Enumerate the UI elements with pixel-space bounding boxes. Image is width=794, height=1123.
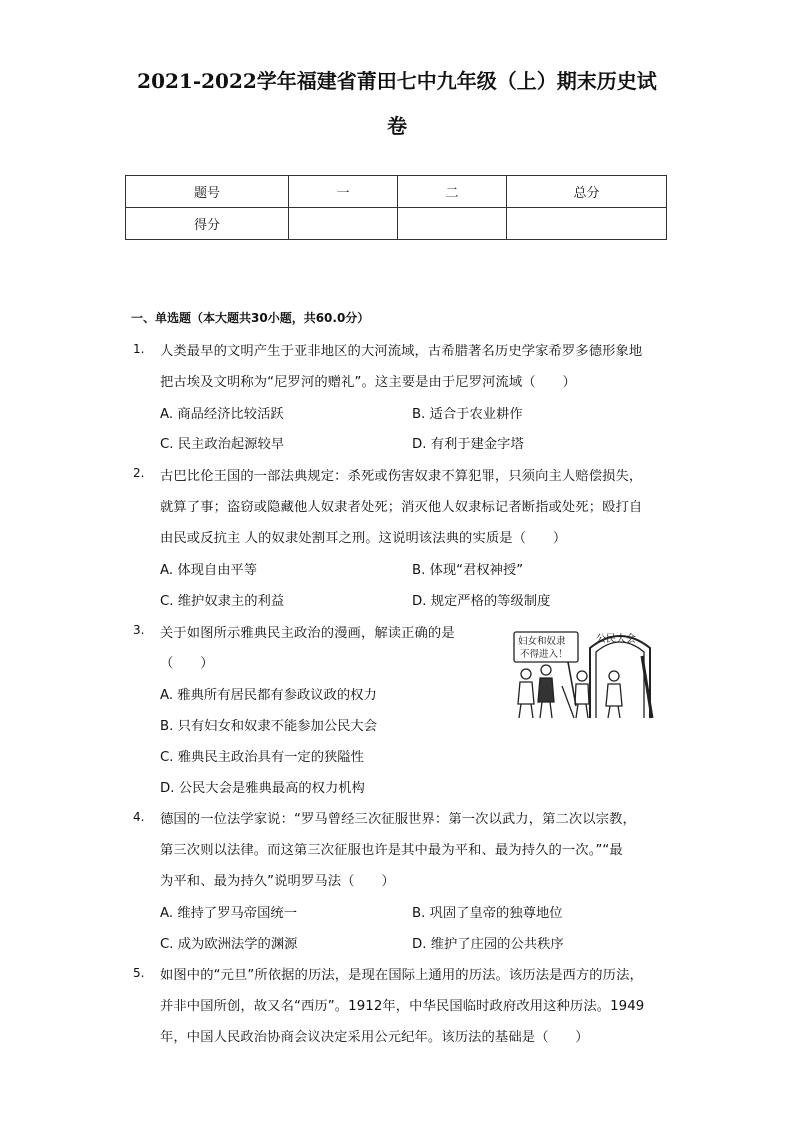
question-text: 年，中国人民政治协商会议决定采用公元纪年。该历法的基础是（ ） xyxy=(160,1030,589,1045)
score-cell-total[interactable] xyxy=(507,208,667,240)
option-a[interactable]: A. 维持了罗马帝国统一 xyxy=(160,906,297,921)
question-text: 古巴比伦王国的一部法典规定：杀死或伤害奴隶不算犯罪，只须向主人赔偿损失， xyxy=(160,469,643,484)
header-cell-part-2: 二 xyxy=(398,176,507,208)
option-c[interactable]: C. 成为欧洲法学的渊源 xyxy=(160,937,298,952)
option-b[interactable]: B. 体现“君权神授” xyxy=(412,563,524,578)
option-d[interactable]: D. 有利于建金字塔 xyxy=(412,437,524,452)
header-cell-part-1: 一 xyxy=(289,176,398,208)
question-text: 为平和、最为持久”说明罗马法（ ） xyxy=(160,874,395,889)
question-number: 1. xyxy=(133,342,145,356)
option-d[interactable]: D. 公民大会是雅典最高的权力机构 xyxy=(160,781,365,796)
score-cell-part-2[interactable] xyxy=(398,208,507,240)
question-text: （ ） xyxy=(160,656,214,671)
score-row-label: 得分 xyxy=(126,208,289,240)
cartoon-sign-line-1: 妇女和奴隶 xyxy=(518,636,566,647)
option-d[interactable]: D. 规定严格的等级制度 xyxy=(412,594,551,609)
question-number: 2. xyxy=(133,466,145,480)
page-title-line-2: 卷 xyxy=(387,114,407,138)
option-b[interactable]: B. 只有妇女和奴隶不能参加公民大会 xyxy=(160,719,378,734)
question-text: 由民或反抗主 人的奴隶处割耳之刑。这说明该法典的实质是（ ） xyxy=(160,531,567,546)
option-c[interactable]: C. 雅典民主政治具有一定的狭隘性 xyxy=(160,750,364,765)
question-text: 关于如图所示雅典民主政治的漫画，解读正确的是 xyxy=(160,626,455,641)
question-number: 5. xyxy=(133,966,145,980)
option-b[interactable]: B. 适合于农业耕作 xyxy=(412,407,523,422)
question-text: 如图中的“元旦”所依据的历法，是现在国际上通用的历法。该历法是西方的历法， xyxy=(160,968,643,983)
score-table-header-row xyxy=(126,176,667,208)
option-c[interactable]: C. 民主政治起源较早 xyxy=(160,437,285,452)
question-number: 4. xyxy=(133,810,145,824)
option-d[interactable]: D. 维护了庄园的公共秩序 xyxy=(412,937,564,952)
option-a[interactable]: A. 雅典所有居民都有参政议政的权力 xyxy=(160,688,377,703)
question-text: 人类最早的文明产生于亚非地区的大河流域，古希腊著名历史学家希罗多德形象地 xyxy=(160,344,643,359)
header-cell-total: 总分 xyxy=(507,176,667,208)
option-b[interactable]: B. 巩固了皇帝的独尊地位 xyxy=(412,906,563,921)
score-table-score-row xyxy=(126,208,667,240)
question-text: 并非中国所创，故又名“西历”。1912年，中华民国临时政府改用这种历法。1949 xyxy=(160,999,645,1014)
cartoon-sign-line-2: 不得进入！ xyxy=(520,649,568,660)
question-text: 把古埃及文明称为“尼罗河的赠礼”。这主要是由于尼罗河流域（ ） xyxy=(160,375,576,390)
question-number: 3. xyxy=(133,623,145,637)
option-c[interactable]: C. 维护奴隶主的利益 xyxy=(160,594,285,609)
page-title-line-1: 2021-2022学年福建省莆田七中九年级（上）期末历史试 xyxy=(137,69,657,93)
question-text: 第三次则以法律。而这第三次征服也许是其中最为平和、最为持久的一次。”“最 xyxy=(160,843,623,858)
section-heading: 一、单选题（本大题共30小题，共60.0分） xyxy=(131,311,370,325)
cartoon-gate-label: 公民大会 xyxy=(596,634,636,645)
question-text: 就算了事；盗窃或隐藏他人奴隶者处死；消灭他人奴隶标记者断指或处死；殴打自 xyxy=(160,500,643,515)
option-a[interactable]: A. 体现自由平等 xyxy=(160,563,258,578)
athens-democracy-cartoon xyxy=(512,626,664,720)
option-a[interactable]: A. 商品经济比较活跃 xyxy=(160,407,284,422)
score-table xyxy=(125,175,667,240)
header-cell-question-no: 题号 xyxy=(126,176,289,208)
question-text: 德国的一位法学家说：“罗马曾经三次征服世界：第一次以武力，第二次以宗教， xyxy=(160,812,636,827)
score-cell-part-1[interactable] xyxy=(289,208,398,240)
